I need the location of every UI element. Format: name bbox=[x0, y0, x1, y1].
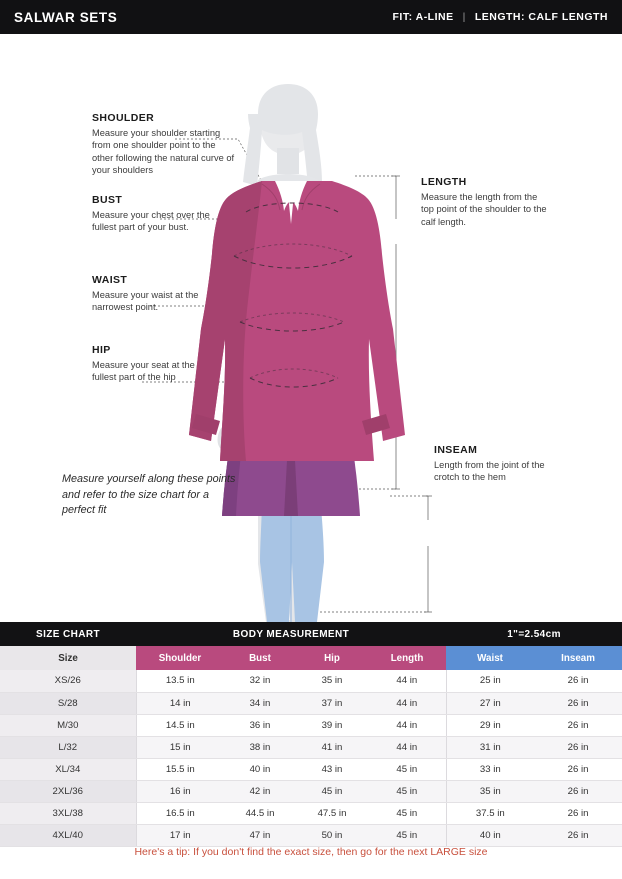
cell-hip: 35 in bbox=[296, 670, 368, 692]
table-body bbox=[0, 670, 622, 846]
cell-bust: 34 in bbox=[224, 692, 296, 714]
cell-length: 45 in bbox=[368, 758, 446, 780]
cell-hip: 45 in bbox=[296, 780, 368, 802]
annotation-waist-title: WAIST bbox=[92, 274, 128, 286]
size-tip: Here's a tip: If you don't find the exact size, then go for the next LARGE size bbox=[134, 846, 488, 858]
cell-size: 3XL/38 bbox=[0, 802, 136, 824]
cell-size: M/30 bbox=[0, 714, 136, 736]
cell-size: S/28 bbox=[0, 692, 136, 714]
cell-shoulder: 15.5 in bbox=[136, 758, 224, 780]
annotation-shoulder-title: SHOULDER bbox=[92, 112, 155, 124]
cell-length: 44 in bbox=[368, 692, 446, 714]
cell-length: 45 in bbox=[368, 780, 446, 802]
table-row bbox=[0, 802, 622, 824]
annotation-shoulder-body: Measure your shoulder starting from one shoulder point to the other following the natural curve of your shoulders bbox=[92, 128, 235, 176]
cell-waist: 35 in bbox=[446, 780, 534, 802]
cell-inseam: 26 in bbox=[534, 714, 622, 736]
cell-bust: 47 in bbox=[224, 824, 296, 846]
banner-unit-note: 1"=2.54cm bbox=[446, 622, 622, 646]
cell-inseam: 26 in bbox=[534, 692, 622, 714]
table-row bbox=[0, 780, 622, 802]
cell-bust: 42 in bbox=[224, 780, 296, 802]
cell-shoulder: 17 in bbox=[136, 824, 224, 846]
col-header-size: Size bbox=[0, 646, 136, 670]
col-header-bust: Bust bbox=[224, 646, 296, 670]
cell-waist: 31 in bbox=[446, 736, 534, 758]
annotation-length-body: Measure the length from the top point of the shoulder to the calf length. bbox=[421, 192, 547, 227]
cell-hip: 50 in bbox=[296, 824, 368, 846]
banner-size-chart: SIZE CHART bbox=[0, 622, 136, 646]
table-row bbox=[0, 736, 622, 758]
col-header-shoulder: Shoulder bbox=[136, 646, 224, 670]
size-chart-section bbox=[0, 622, 622, 847]
cell-size: L/32 bbox=[0, 736, 136, 758]
cell-waist: 33 in bbox=[446, 758, 534, 780]
banner-body-measurement: BODY MEASUREMENT bbox=[136, 622, 446, 646]
cell-shoulder: 14.5 in bbox=[136, 714, 224, 736]
col-header-length: Length bbox=[368, 646, 446, 670]
annotation-shoulder bbox=[92, 112, 238, 176]
cell-bust: 40 in bbox=[224, 758, 296, 780]
annotation-hip-body: Measure your seat at the fullest part of the hip bbox=[92, 360, 195, 383]
annotation-waist-body: Measure your waist at the narrowest point. bbox=[92, 290, 199, 313]
cell-size: XL/34 bbox=[0, 758, 136, 780]
annotation-waist bbox=[92, 274, 210, 314]
header-separator: | bbox=[462, 11, 466, 23]
col-header-waist: Waist bbox=[446, 646, 534, 670]
cell-shoulder: 13.5 in bbox=[136, 670, 224, 692]
cell-length: 44 in bbox=[368, 670, 446, 692]
cell-shoulder: 16.5 in bbox=[136, 802, 224, 824]
header-length: LENGTH: CALF LENGTH bbox=[474, 11, 608, 23]
cell-inseam: 26 in bbox=[534, 780, 622, 802]
annotation-bust-title: BUST bbox=[92, 194, 123, 206]
annotation-bust bbox=[92, 194, 222, 234]
cell-size: 4XL/40 bbox=[0, 824, 136, 846]
table-row bbox=[0, 670, 622, 692]
cell-hip: 41 in bbox=[296, 736, 368, 758]
cell-waist: 29 in bbox=[446, 714, 534, 736]
table-header-row bbox=[0, 646, 622, 670]
size-chart-table bbox=[0, 622, 622, 847]
cell-length: 45 in bbox=[368, 802, 446, 824]
cell-size: 2XL/36 bbox=[0, 780, 136, 802]
page-title: SALWAR SETS bbox=[14, 9, 118, 25]
table-row bbox=[0, 824, 622, 846]
header-bar bbox=[0, 0, 622, 34]
col-header-inseam: Inseam bbox=[534, 646, 622, 670]
measure-note: Measure yourself along these points and refer to the size chart for a perfect fit bbox=[62, 473, 236, 517]
cell-bust: 44.5 in bbox=[224, 802, 296, 824]
cell-length: 44 in bbox=[368, 714, 446, 736]
cell-hip: 37 in bbox=[296, 692, 368, 714]
cell-waist: 27 in bbox=[446, 692, 534, 714]
annotation-inseam-title: INSEAM bbox=[434, 444, 478, 456]
annotation-inseam bbox=[434, 444, 554, 484]
cell-length: 44 in bbox=[368, 736, 446, 758]
annotation-bust-body: Measure your chest over the fullest part of your bust. bbox=[92, 210, 210, 233]
cell-hip: 43 in bbox=[296, 758, 368, 780]
cell-inseam: 26 in bbox=[534, 736, 622, 758]
cell-length: 45 in bbox=[368, 824, 446, 846]
cell-bust: 36 in bbox=[224, 714, 296, 736]
header-meta bbox=[393, 11, 609, 23]
cell-hip: 39 in bbox=[296, 714, 368, 736]
cell-shoulder: 16 in bbox=[136, 780, 224, 802]
table-row bbox=[0, 758, 622, 780]
cell-waist: 25 in bbox=[446, 670, 534, 692]
table-banner-row bbox=[0, 622, 622, 646]
cell-inseam: 26 in bbox=[534, 802, 622, 824]
cell-size: XS/26 bbox=[0, 670, 136, 692]
annotation-inseam-body: Length from the joint of the crotch to the hem bbox=[434, 460, 545, 483]
annotation-length bbox=[421, 176, 549, 228]
cell-inseam: 26 in bbox=[534, 670, 622, 692]
table-row bbox=[0, 714, 622, 736]
cell-inseam: 26 in bbox=[534, 824, 622, 846]
annotation-hip bbox=[92, 344, 210, 384]
cell-shoulder: 14 in bbox=[136, 692, 224, 714]
col-header-hip: Hip bbox=[296, 646, 368, 670]
cell-waist: 37.5 in bbox=[446, 802, 534, 824]
cell-bust: 38 in bbox=[224, 736, 296, 758]
annotation-hip-title: HIP bbox=[92, 344, 111, 356]
cell-bust: 32 in bbox=[224, 670, 296, 692]
illustration-panel bbox=[0, 34, 622, 622]
cell-inseam: 26 in bbox=[534, 758, 622, 780]
cell-shoulder: 15 in bbox=[136, 736, 224, 758]
cell-hip: 47.5 in bbox=[296, 802, 368, 824]
annotation-length-title: LENGTH bbox=[421, 176, 467, 188]
header-fit: FIT: A-LINE bbox=[392, 11, 454, 23]
table-row bbox=[0, 692, 622, 714]
cell-waist: 40 in bbox=[446, 824, 534, 846]
